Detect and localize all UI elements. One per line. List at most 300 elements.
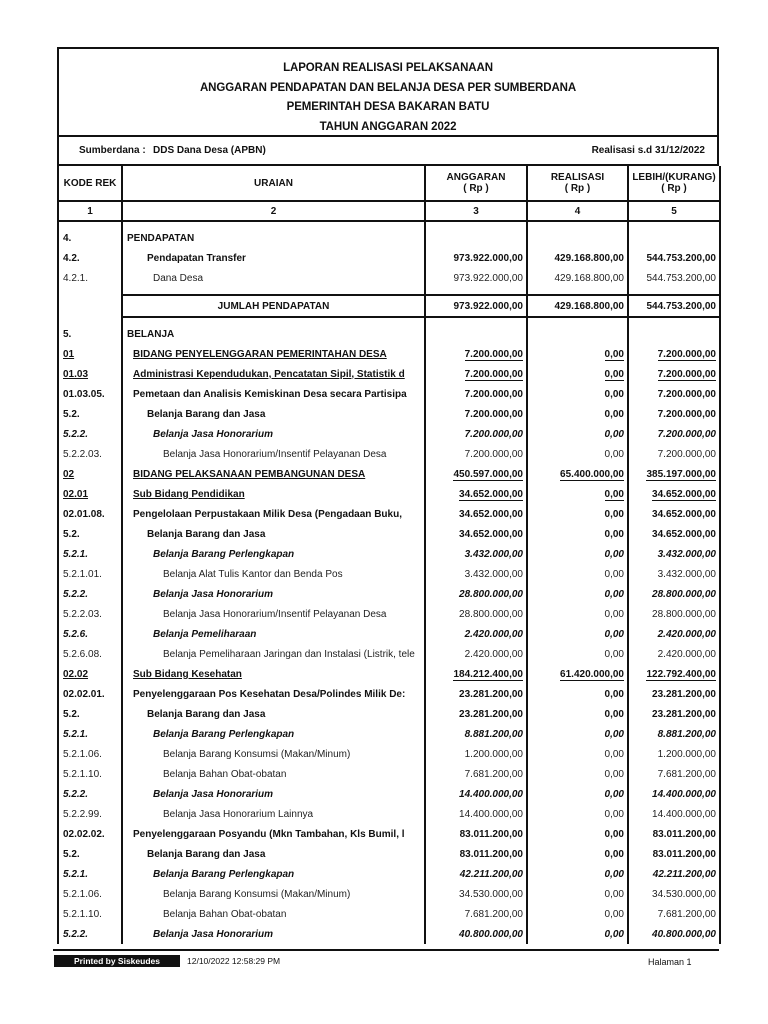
realisasi-cell xyxy=(527,804,628,824)
kode-cell xyxy=(58,564,122,584)
footer-divider xyxy=(53,949,719,951)
uraian-cell xyxy=(122,764,425,784)
anggaran-cell xyxy=(425,824,527,844)
realization-table xyxy=(57,166,721,944)
table-body xyxy=(58,221,720,944)
realisasi-cell xyxy=(527,268,628,288)
uraian-cell xyxy=(122,248,425,268)
lebih-kurang-cell-text: 7.681.200,00 xyxy=(657,908,716,920)
anggaran-cell-text: 7.200.000,00 xyxy=(464,368,523,380)
lebih-kurang-cell xyxy=(628,384,720,404)
uraian-cell xyxy=(122,344,425,364)
anggaran-cell-text: 7.200.000,00 xyxy=(464,348,523,360)
lebih-kurang-cell-text: 7.200.000,00 xyxy=(657,348,716,360)
uraian-cell-text: Belanja Barang dan Jasa xyxy=(147,408,266,420)
uraian-cell xyxy=(122,444,425,464)
anggaran-cell-text: 973.922.000,00 xyxy=(453,252,523,264)
header-realisasi xyxy=(527,166,628,201)
header-realisasi-unit: ( Rp ) xyxy=(564,183,591,194)
uraian-cell-text: Belanja Barang dan Jasa xyxy=(147,528,266,540)
lebih-kurang-cell xyxy=(628,624,720,644)
header-realisasi-label: REALISASI xyxy=(550,172,605,183)
anggaran-cell xyxy=(425,424,527,444)
anggaran-cell xyxy=(425,644,527,664)
uraian-cell xyxy=(122,704,425,724)
lebih-kurang-cell-text: 40.800.000,00 xyxy=(652,928,716,940)
lebih-kurang-cell xyxy=(628,444,720,464)
anggaran-cell xyxy=(425,464,527,484)
kode-cell xyxy=(58,684,122,704)
lebih-kurang-cell-text: 28.800.000,00 xyxy=(652,608,716,620)
uraian-cell-text: Belanja Jasa Honorarium xyxy=(153,928,274,940)
realisasi-cell xyxy=(527,624,628,644)
table-row xyxy=(58,604,720,624)
kode-cell xyxy=(58,604,122,624)
anggaran-cell-text: 7.200.000,00 xyxy=(464,448,523,460)
lebih-kurang-cell xyxy=(628,744,720,764)
realisasi-cell xyxy=(527,864,628,884)
kode-cell-text: 5.2.2. xyxy=(63,428,89,440)
kode-cell xyxy=(58,404,122,424)
uraian-cell-text: Belanja Barang Konsumsi (Makan/Minum) xyxy=(163,748,351,760)
table-row xyxy=(58,364,720,384)
table-row xyxy=(58,564,720,584)
uraian-cell-text: Belanja Jasa Honorarium xyxy=(153,588,274,600)
anggaran-cell xyxy=(425,404,527,424)
kode-cell xyxy=(58,248,122,268)
lebih-kurang-cell-text: 544.753.200,00 xyxy=(646,300,716,312)
kode-cell xyxy=(58,804,122,824)
realisasi-cell-text: 0,00 xyxy=(604,828,624,840)
kode-cell xyxy=(58,704,122,724)
kode-cell-text: 5.2. xyxy=(63,708,80,720)
realisasi-cell xyxy=(527,404,628,424)
anggaran-cell-text: 23.281.200,00 xyxy=(459,708,523,720)
source-label: Sumberdana : xyxy=(79,145,146,156)
lebih-kurang-cell xyxy=(628,268,720,288)
realisasi-cell xyxy=(527,724,628,744)
lebih-kurang-cell xyxy=(628,684,720,704)
anggaran-cell-text: 3.432.000,00 xyxy=(464,548,523,560)
anggaran-cell xyxy=(425,784,527,804)
lebih-kurang-cell-text: 1.200.000,00 xyxy=(657,748,716,760)
realisasi-cell xyxy=(527,764,628,784)
anggaran-cell xyxy=(425,904,527,924)
col-number-4: 4 xyxy=(527,201,628,221)
table-row xyxy=(58,484,720,504)
anggaran-cell-text: 23.281.200,00 xyxy=(459,688,523,700)
realisasi-cell xyxy=(527,744,628,764)
kode-cell xyxy=(58,624,122,644)
uraian-cell-text: Belanja Pemeliharaan xyxy=(153,628,257,640)
realisasi-cell-text: 0,00 xyxy=(604,448,624,460)
kode-cell-text: 02.01 xyxy=(63,488,89,500)
uraian-cell-text: BELANJA xyxy=(127,328,175,340)
anggaran-cell xyxy=(425,704,527,724)
uraian-cell xyxy=(122,564,425,584)
kode-cell xyxy=(58,824,122,844)
lebih-kurang-cell-text: 7.200.000,00 xyxy=(657,368,716,380)
table-row xyxy=(58,904,720,924)
realisasi-cell-text: 0,00 xyxy=(604,568,624,580)
uraian-cell xyxy=(122,904,425,924)
uraian-cell-text: Belanja Barang dan Jasa xyxy=(147,708,266,720)
uraian-cell-text: Belanja Barang Konsumsi (Makan/Minum) xyxy=(163,888,351,900)
lebih-kurang-cell xyxy=(628,804,720,824)
kode-cell xyxy=(58,724,122,744)
kode-cell xyxy=(58,924,122,944)
uraian-cell-text: Belanja Barang Perlengkapan xyxy=(153,728,295,740)
lebih-kurang-cell xyxy=(628,524,720,544)
header-anggaran-unit: ( Rp ) xyxy=(463,183,489,194)
anggaran-cell-text: 34.530.000,00 xyxy=(459,888,523,900)
uraian-cell xyxy=(122,724,425,744)
realisasi-cell-text: 0,00 xyxy=(604,688,624,700)
lebih-kurang-cell xyxy=(628,784,720,804)
lebih-kurang-cell xyxy=(628,424,720,444)
lebih-kurang-cell xyxy=(628,884,720,904)
uraian-cell-text: Pendapatan Transfer xyxy=(147,252,246,264)
print-timestamp: 12/10/2022 12:58:29 PM xyxy=(187,956,281,966)
anggaran-cell-text: 7.200.000,00 xyxy=(464,388,523,400)
realisasi-cell-text: 0,00 xyxy=(604,788,624,800)
uraian-cell-text: Belanja Jasa Honorarium/Insentif Pelayanan Desa xyxy=(163,448,387,460)
realisasi-cell xyxy=(527,604,628,624)
table-row xyxy=(58,295,720,317)
anggaran-cell xyxy=(425,228,527,248)
lebih-kurang-cell xyxy=(628,504,720,524)
kode-cell-text: 5.2. xyxy=(63,528,80,540)
realisasi-cell xyxy=(527,544,628,564)
table-row xyxy=(58,544,720,564)
lebih-kurang-cell-text: 544.753.200,00 xyxy=(646,252,716,264)
lebih-kurang-cell-text: 7.200.000,00 xyxy=(657,428,716,440)
realisasi-cell xyxy=(527,248,628,268)
uraian-cell xyxy=(122,228,425,248)
realisasi-cell-text: 0,00 xyxy=(604,648,624,660)
realisasi-cell-text: 0,00 xyxy=(604,728,624,740)
report-title-line-2: ANGGARAN PENDAPATAN DAN BELANJA DESA PER SUMBERDANA xyxy=(199,81,577,94)
kode-cell-text: 5.2.1.10. xyxy=(63,908,102,920)
realisasi-cell-text: 0,00 xyxy=(604,348,624,360)
lebih-kurang-cell xyxy=(628,904,720,924)
anggaran-cell-text: 7.200.000,00 xyxy=(464,408,523,420)
uraian-cell-text: Belanja Alat Tulis Kantor dan Benda Pos xyxy=(163,568,343,580)
kode-cell xyxy=(58,784,122,804)
spacer-row xyxy=(58,221,720,228)
uraian-cell xyxy=(122,784,425,804)
kode-cell-text: 5.2. xyxy=(63,848,80,860)
realisasi-cell xyxy=(527,424,628,444)
lebih-kurang-cell xyxy=(628,844,720,864)
table-row xyxy=(58,644,720,664)
table-row xyxy=(58,344,720,364)
kode-cell xyxy=(58,295,122,317)
anggaran-cell xyxy=(425,564,527,584)
kode-cell xyxy=(58,844,122,864)
uraian-cell-text: Sub Bidang Pendidikan xyxy=(133,488,245,500)
realisasi-cell-text: 429.168.800,00 xyxy=(554,252,624,264)
table-row xyxy=(58,584,720,604)
lebih-kurang-cell-text: 34.652.000,00 xyxy=(652,508,716,520)
uraian-cell-text: Belanja Jasa Honorarium/Insentif Pelayanan Desa xyxy=(163,608,387,620)
realisasi-cell-text: 429.168.800,00 xyxy=(554,300,624,312)
anggaran-cell-text: 3.432.000,00 xyxy=(464,568,523,580)
kode-cell xyxy=(58,228,122,248)
header-lebih-kurang xyxy=(628,166,720,201)
realisasi-cell-text: 429.168.800,00 xyxy=(554,272,624,284)
realisasi-cell xyxy=(527,295,628,317)
lebih-kurang-cell xyxy=(628,464,720,484)
anggaran-cell-text: 14.400.000,00 xyxy=(459,788,523,800)
anggaran-cell-text: 40.800.000,00 xyxy=(459,928,523,940)
uraian-cell-text: Belanja Pemeliharaan Jaringan dan Instalasi (Listrik, tele xyxy=(163,648,415,660)
realisasi-cell-text: 0,00 xyxy=(604,528,624,540)
table-row xyxy=(58,384,720,404)
kode-cell-text: 5.2.1. xyxy=(63,868,89,880)
realisasi-cell-text: 0,00 xyxy=(604,908,624,920)
uraian-cell xyxy=(122,864,425,884)
anggaran-cell-text: 973.922.000,00 xyxy=(453,300,523,312)
uraian-cell-text: Pengelolaan Perpustakaan Milik Desa (Pengadaan Buku, xyxy=(133,508,402,520)
anggaran-cell xyxy=(425,604,527,624)
uraian-cell xyxy=(122,524,425,544)
uraian-cell xyxy=(122,324,425,344)
kode-cell xyxy=(58,384,122,404)
anggaran-cell-text: 34.652.000,00 xyxy=(459,528,523,540)
anggaran-cell xyxy=(425,764,527,784)
realisasi-cell-text: 0,00 xyxy=(604,768,624,780)
report-page xyxy=(57,47,719,944)
anggaran-cell-text: 7.681.200,00 xyxy=(464,908,523,920)
header-uraian: URAIAN xyxy=(122,166,425,201)
lebih-kurang-cell-text: 7.200.000,00 xyxy=(657,448,716,460)
lebih-kurang-cell xyxy=(628,604,720,624)
table-row xyxy=(58,864,720,884)
kode-cell-text: 5.2.1. xyxy=(63,548,89,560)
realisasi-cell-text: 0,00 xyxy=(604,888,624,900)
uraian-cell xyxy=(122,504,425,524)
anggaran-cell xyxy=(425,295,527,317)
table-row xyxy=(58,804,720,824)
anggaran-cell-text: 7.681.200,00 xyxy=(464,768,523,780)
lebih-kurang-cell-text: 23.281.200,00 xyxy=(652,688,716,700)
anggaran-cell-text: 14.400.000,00 xyxy=(459,808,523,820)
uraian-cell xyxy=(122,824,425,844)
kode-cell xyxy=(58,584,122,604)
kode-cell-text: 02.02.01. xyxy=(63,688,105,700)
realisasi-cell-text: 0,00 xyxy=(604,428,624,440)
table-row xyxy=(58,524,720,544)
uraian-cell-text: Penyelenggaraan Pos Kesehatan Desa/Polindes Milik De: xyxy=(133,688,406,700)
lebih-kurang-cell-text: 14.400.000,00 xyxy=(652,808,716,820)
report-title-block xyxy=(57,47,719,135)
uraian-cell-text: Belanja Barang dan Jasa xyxy=(147,848,266,860)
realisasi-cell-text: 65.400.000,00 xyxy=(560,468,624,480)
kode-cell xyxy=(58,764,122,784)
anggaran-cell-text: 34.652.000,00 xyxy=(459,488,523,500)
realisasi-cell xyxy=(527,564,628,584)
uraian-cell xyxy=(122,924,425,944)
kode-cell xyxy=(58,484,122,504)
realisasi-cell-text: 0,00 xyxy=(604,928,624,940)
spacer-row xyxy=(58,317,720,324)
uraian-cell xyxy=(122,268,425,288)
kode-cell-text: 5.2.1. xyxy=(63,728,89,740)
table-row xyxy=(58,324,720,344)
anggaran-cell xyxy=(425,724,527,744)
uraian-cell-text: Belanja Barang Perlengkapan xyxy=(153,548,295,560)
uraian-cell-text: Dana Desa xyxy=(153,272,204,284)
anggaran-cell xyxy=(425,664,527,684)
uraian-cell xyxy=(122,484,425,504)
realisasi-cell-text: 0,00 xyxy=(604,548,624,560)
realisasi-cell-text: 0,00 xyxy=(604,488,624,500)
page-number: Halaman 1 xyxy=(648,957,692,967)
table-row xyxy=(58,744,720,764)
uraian-cell xyxy=(122,884,425,904)
table-row xyxy=(58,444,720,464)
realisasi-period: Realisasi s.d 31/12/2022 xyxy=(591,145,705,156)
kode-cell-text: 5.2.2.03. xyxy=(63,608,102,620)
col-number-5: 5 xyxy=(628,201,720,221)
anggaran-cell-text: 184.212.400,00 xyxy=(453,668,523,680)
lebih-kurang-cell-text: 7.200.000,00 xyxy=(657,408,716,420)
kode-cell-text: 02.01.08. xyxy=(63,508,105,520)
lebih-kurang-cell xyxy=(628,484,720,504)
table-row xyxy=(58,884,720,904)
realisasi-cell xyxy=(527,364,628,384)
kode-cell-text: 02.02.02. xyxy=(63,828,105,840)
lebih-kurang-cell-text: 83.011.200,00 xyxy=(652,848,716,860)
realisasi-cell xyxy=(527,228,628,248)
anggaran-cell xyxy=(425,384,527,404)
realisasi-cell xyxy=(527,324,628,344)
anggaran-cell xyxy=(425,804,527,824)
kode-cell xyxy=(58,444,122,464)
anggaran-cell xyxy=(425,684,527,704)
uraian-cell xyxy=(122,584,425,604)
table-row xyxy=(58,684,720,704)
source-value: DDS Dana Desa (APBN) xyxy=(153,145,266,156)
lebih-kurang-cell xyxy=(628,644,720,664)
kode-cell-text: 5.2.1.06. xyxy=(63,888,102,900)
realisasi-cell xyxy=(527,684,628,704)
uraian-cell xyxy=(122,604,425,624)
lebih-kurang-cell xyxy=(628,324,720,344)
uraian-cell-text: Belanja Bahan Obat-obatan xyxy=(163,768,287,780)
kode-cell xyxy=(58,324,122,344)
lebih-kurang-cell-text: 34.652.000,00 xyxy=(652,488,716,500)
realisasi-cell xyxy=(527,704,628,724)
anggaran-cell-text: 83.011.200,00 xyxy=(459,848,523,860)
kode-cell xyxy=(58,504,122,524)
table-row xyxy=(58,404,720,424)
lebih-kurang-cell xyxy=(628,544,720,564)
kode-cell xyxy=(58,644,122,664)
realisasi-cell xyxy=(527,444,628,464)
lebih-kurang-cell-text: 544.753.200,00 xyxy=(646,272,716,284)
lebih-kurang-cell xyxy=(628,724,720,744)
kode-cell xyxy=(58,544,122,564)
kode-cell-text: 01.03 xyxy=(63,368,89,380)
realisasi-cell xyxy=(527,644,628,664)
kode-cell-text: 4. xyxy=(63,232,72,244)
lebih-kurang-cell xyxy=(628,404,720,424)
lebih-kurang-cell xyxy=(628,295,720,317)
anggaran-cell-text: 2.420.000,00 xyxy=(464,648,523,660)
lebih-kurang-cell xyxy=(628,364,720,384)
realisasi-cell xyxy=(527,344,628,364)
realisasi-cell-text: 0,00 xyxy=(604,608,624,620)
lebih-kurang-cell xyxy=(628,664,720,684)
lebih-kurang-cell-text: 3.432.000,00 xyxy=(657,548,716,560)
anggaran-cell-text: 83.011.200,00 xyxy=(459,828,523,840)
kode-cell xyxy=(58,744,122,764)
lebih-kurang-cell-text: 34.530.000,00 xyxy=(652,888,716,900)
lebih-kurang-cell-text: 3.432.000,00 xyxy=(657,568,716,580)
kode-cell xyxy=(58,904,122,924)
realisasi-cell-text: 0,00 xyxy=(604,868,624,880)
table-row xyxy=(58,248,720,268)
anggaran-cell xyxy=(425,844,527,864)
uraian-cell xyxy=(122,844,425,864)
lebih-kurang-cell-text: 7.681.200,00 xyxy=(657,768,716,780)
lebih-kurang-cell-text: 83.011.200,00 xyxy=(652,828,716,840)
lebih-kurang-cell-text: 2.420.000,00 xyxy=(657,628,716,640)
realisasi-cell-text: 0,00 xyxy=(604,588,624,600)
realisasi-cell xyxy=(527,464,628,484)
anggaran-cell xyxy=(425,324,527,344)
kode-cell-text: 5. xyxy=(63,328,72,340)
kode-cell-text: 02 xyxy=(63,468,75,480)
kode-cell xyxy=(58,364,122,384)
uraian-cell xyxy=(122,364,425,384)
realisasi-cell-text: 0,00 xyxy=(604,708,624,720)
header-lebih-unit: ( Rp ) xyxy=(661,183,687,194)
lebih-kurang-cell-text: 14.400.000,00 xyxy=(652,788,716,800)
header-anggaran-label: ANGGARAN xyxy=(446,172,506,183)
uraian-cell xyxy=(122,804,425,824)
col-number-1: 1 xyxy=(58,201,122,221)
kode-cell-text: 5.2.2. xyxy=(63,928,89,940)
anggaran-cell xyxy=(425,544,527,564)
header-anggaran xyxy=(425,166,527,201)
anggaran-cell-text: 1.200.000,00 xyxy=(464,748,523,760)
lebih-kurang-cell xyxy=(628,704,720,724)
lebih-kurang-cell xyxy=(628,228,720,248)
lebih-kurang-cell-text: 28.800.000,00 xyxy=(652,588,716,600)
uraian-cell xyxy=(122,684,425,704)
table-row xyxy=(58,784,720,804)
kode-cell-text: 5.2. xyxy=(63,408,80,420)
kode-cell-text: 01.03.05. xyxy=(63,388,105,400)
anggaran-cell xyxy=(425,248,527,268)
anggaran-cell xyxy=(425,744,527,764)
header-kode-rek: KODE REK xyxy=(58,166,122,201)
anggaran-cell-text: 8.881.200,00 xyxy=(464,728,523,740)
anggaran-cell xyxy=(425,864,527,884)
kode-cell-text: 5.2.2.99. xyxy=(63,808,102,820)
uraian-cell xyxy=(122,424,425,444)
table-row xyxy=(58,704,720,724)
table-row xyxy=(58,504,720,524)
realisasi-cell-text: 61.420.000,00 xyxy=(560,668,624,680)
anggaran-cell xyxy=(425,524,527,544)
table-row xyxy=(58,764,720,784)
kode-cell xyxy=(58,884,122,904)
realisasi-cell xyxy=(527,824,628,844)
